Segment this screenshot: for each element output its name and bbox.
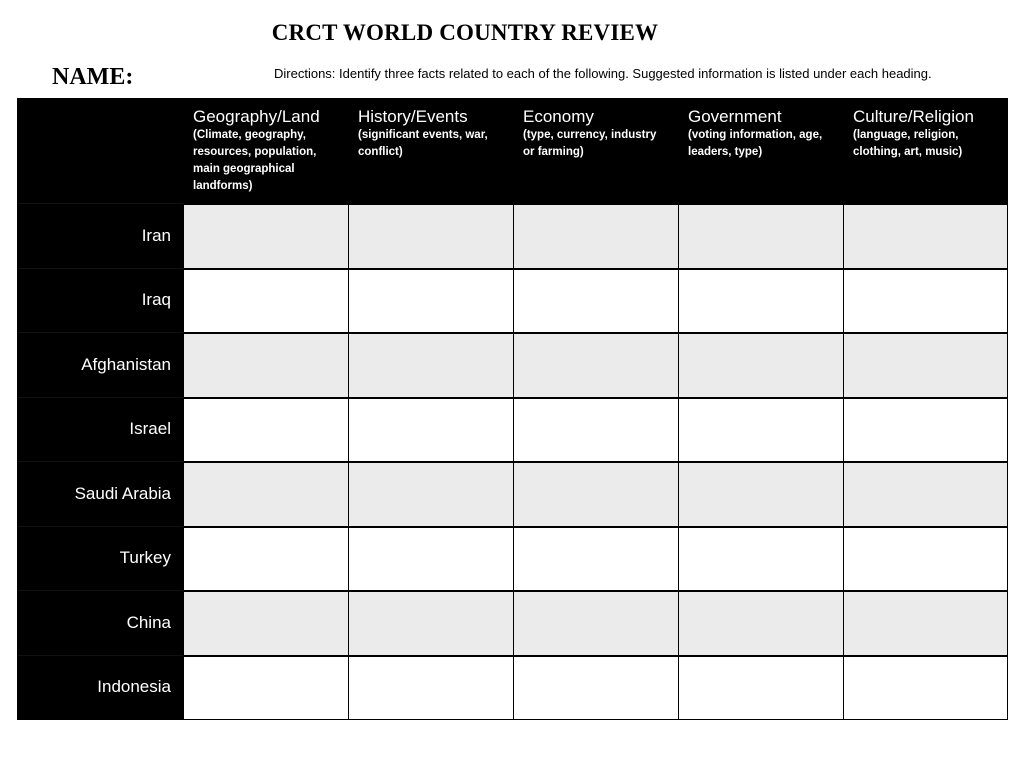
- answer-cell[interactable]: [183, 332, 348, 397]
- answer-cell[interactable]: [843, 332, 1007, 397]
- row-label: Turkey: [18, 526, 183, 591]
- answer-cell[interactable]: [183, 526, 348, 591]
- answer-cell[interactable]: [183, 590, 348, 655]
- answer-cell[interactable]: [678, 332, 843, 397]
- answer-cell[interactable]: [843, 461, 1007, 526]
- answer-cell[interactable]: [348, 590, 513, 655]
- row-label: Israel: [18, 397, 183, 462]
- directions-text: Directions: Identify three facts related to each of the following. Suggested information is listed under each heading.: [274, 66, 932, 81]
- column-header-economy: [513, 99, 678, 203]
- row-label: Afghanistan: [18, 332, 183, 397]
- answer-cell[interactable]: [678, 397, 843, 462]
- answer-cell[interactable]: [183, 655, 348, 720]
- review-table: [17, 98, 1008, 720]
- column-header-title: Culture/Religion: [853, 107, 974, 126]
- answer-cell[interactable]: [843, 590, 1007, 655]
- answer-cell[interactable]: [678, 590, 843, 655]
- answer-cell[interactable]: [513, 268, 678, 333]
- row-label: Saudi Arabia: [18, 461, 183, 526]
- answer-cell[interactable]: [348, 332, 513, 397]
- column-header-geography: [183, 99, 348, 203]
- answer-cell[interactable]: [348, 655, 513, 720]
- column-header-subtitle: (type, currency, industry or farming): [523, 129, 657, 158]
- answer-cell[interactable]: [843, 397, 1007, 462]
- name-label: NAME:: [52, 64, 134, 90]
- column-header-subtitle: (language, religion, clothing, art, music): [853, 129, 963, 158]
- answer-cell[interactable]: [348, 203, 513, 268]
- answer-cell[interactable]: [183, 203, 348, 268]
- column-header-title: Geography/Land: [193, 107, 320, 126]
- answer-cell[interactable]: [513, 461, 678, 526]
- column-header-history: [348, 99, 513, 203]
- answer-cell[interactable]: [678, 461, 843, 526]
- answer-cell[interactable]: [513, 526, 678, 591]
- answer-cell[interactable]: [513, 655, 678, 720]
- answer-cell[interactable]: [678, 268, 843, 333]
- answer-cell[interactable]: [678, 526, 843, 591]
- answer-cell[interactable]: [183, 268, 348, 333]
- answer-cell[interactable]: [843, 203, 1007, 268]
- table-corner: [18, 99, 183, 203]
- answer-cell[interactable]: [513, 203, 678, 268]
- column-header-title: Government: [688, 107, 782, 126]
- answer-cell[interactable]: [843, 655, 1007, 720]
- row-label: Iraq: [18, 268, 183, 333]
- column-header-subtitle: (Climate, geography, resources, population, main geographical landforms): [193, 129, 317, 192]
- column-header-subtitle: (significant events, war, conflict): [358, 129, 488, 158]
- answer-cell[interactable]: [348, 526, 513, 591]
- column-header-government: [678, 99, 843, 203]
- column-header-subtitle: (voting information, age, leaders, type): [688, 129, 823, 158]
- row-label: Indonesia: [18, 655, 183, 720]
- answer-cell[interactable]: [348, 397, 513, 462]
- answer-cell[interactable]: [843, 526, 1007, 591]
- row-label: China: [18, 590, 183, 655]
- answer-cell[interactable]: [513, 397, 678, 462]
- answer-cell[interactable]: [513, 332, 678, 397]
- answer-cell[interactable]: [513, 590, 678, 655]
- column-header-title: History/Events: [358, 107, 468, 126]
- answer-cell[interactable]: [678, 203, 843, 268]
- answer-cell[interactable]: [348, 461, 513, 526]
- answer-cell[interactable]: [348, 268, 513, 333]
- answer-cell[interactable]: [678, 655, 843, 720]
- worksheet-title: CRCT WORLD COUNTRY REVIEW: [271, 20, 659, 45]
- answer-cell[interactable]: [183, 461, 348, 526]
- row-label: Iran: [18, 203, 183, 268]
- column-header-culture: [843, 99, 1007, 203]
- answer-cell[interactable]: [183, 397, 348, 462]
- answer-cell[interactable]: [843, 268, 1007, 333]
- column-header-title: Economy: [523, 107, 594, 126]
